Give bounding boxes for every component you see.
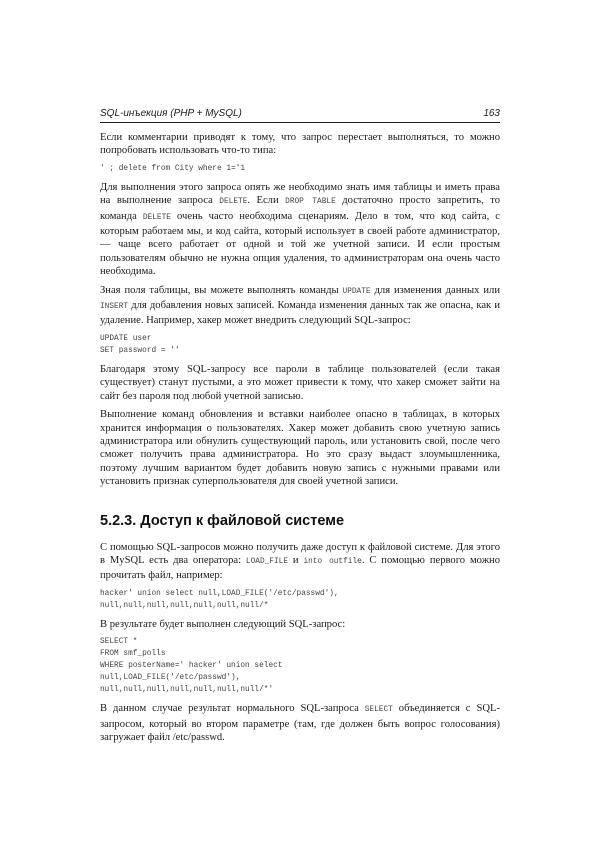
book-page (100, 108, 500, 749)
text: достаточно просто запретить, то команда (100, 195, 501, 222)
paragraph-8 (100, 702, 500, 744)
text: для добавления новых записей. Команда изменения данных так же опасна, как и удаление. Например, хакер может внедрить следующий SQL-запрос: (100, 300, 500, 327)
inline-code: INSERT (100, 303, 129, 312)
paragraph-1: Если комментарии приводят к тому, что запрос перестает выполняться, то можно попробовать использовать что-то типа: (100, 132, 500, 157)
paragraph-3 (100, 284, 500, 328)
inline-code: DELETE (219, 198, 248, 207)
code-block-2: UPDATE user SET password = '' (100, 334, 180, 355)
paragraph-2 (100, 181, 500, 279)
inline-code: UPDATE (342, 287, 371, 296)
inline-code: DELETE (142, 213, 171, 222)
text: Для выполнения этого запроса опять же необходимо знать имя таблицы и иметь права на выполнение запроса (100, 181, 500, 207)
text: . С помощью первого можно прочитать файл, например: (100, 554, 500, 582)
code-block-1: ' ; delete from City where 1='1 (100, 164, 246, 173)
code-block-4: SELECT * FROM smf_polls WHERE posterName=' hacker' union select null,LOAD_FILE('/etc/passwd'), null,null,null,null,null,null,null/*' (100, 638, 283, 695)
text: . Если (247, 195, 286, 207)
paragraph-7: В результате будет выполнен следующий SQL-запрос: (100, 618, 346, 630)
running-header (100, 108, 500, 123)
inline-code: DROP TABLE (285, 198, 336, 207)
inline-code: into outfile (303, 557, 362, 566)
paragraph-6 (100, 541, 500, 583)
chapter-title: SQL-инъекция (PHP + MySQL) (100, 108, 242, 119)
text: объединяется с SQL-запросом, который во втором параметре (там, где должен быть вопрос голосования) загружает файл /etc/passwd. (100, 703, 500, 743)
page-number: 163 (483, 108, 500, 119)
text: и (288, 554, 304, 566)
inline-code: LOAD_FILE (245, 557, 289, 566)
paragraph-5: Выполнение команд обновления и вставки наиболее опасно в таблицах, в которых хранится информация о пользователях. Хакер может добавить свою учетную запись администратора или обнулить существующий пароль, или установить свой, после чего сможет получить права администратора. Но это сразу выдаст злоумышленника, поэтому лучшим вариантом будет добавить новую запись с нужными правами или установить признак суперпользователя для своей учетной записи. (100, 409, 500, 488)
text: очень часто необходима сценариям. Дело в том, что код сайта, с которым работаем мы, и код сайта, который использует в своей работе администратор, — чаще всего работает от одной и той же учетной записи. И если простым пользователям обычно не нужна опция удаления, то администраторам она очень часто необходима. (100, 210, 500, 278)
text: для изменения данных или (370, 284, 501, 296)
section-heading: 5.2.3. Доступ к файловой системе (100, 512, 345, 529)
text: С помощью SQL-запросов можно получить даже доступ к файловой системе. Для этого в MySQL есть два оператора: (100, 541, 500, 566)
paragraph-4: Благодаря этому SQL-запросу все пароли в таблице пользователей (если такая существует) станут пустыми, а это может привести к тому, что хакер сможет зайти на сайт без пароля под любой учетной записью. (100, 363, 500, 402)
code-block-3: hacker' union select null,LOAD_FILE('/etc/passwd'), null,null,null,null,null,null,null/* (100, 589, 339, 610)
text: В данном случае результат нормального SQL-запроса (100, 703, 365, 715)
inline-code: SELECT (364, 706, 393, 715)
text: Зная поля таблицы, вы можете выполнять команды (100, 284, 343, 296)
